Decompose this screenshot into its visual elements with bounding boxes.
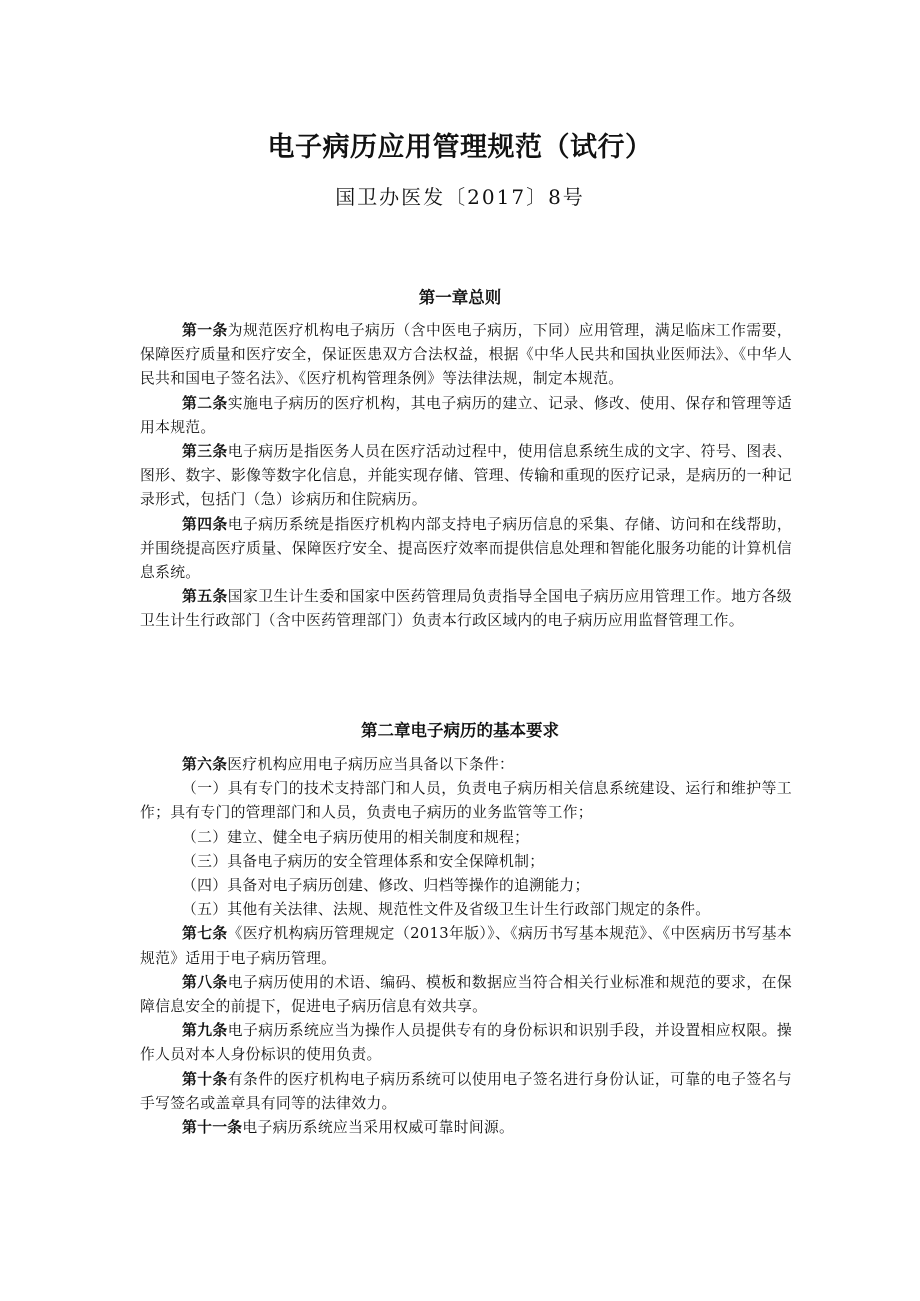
article-1 [140, 319, 792, 392]
condition-3: （三）具备电子病历的安全管理体系和安全保障机制； [182, 852, 545, 870]
chapter-1-heading: 第一章总则 [418, 288, 502, 307]
chapter-1-body [140, 319, 792, 634]
condition-5: （五）其他有关法律、法规、规范性文件及省级卫生计生行政部门规定的条件。 [182, 901, 711, 919]
condition-1: （一）具有专门的技术支持部门和人员，负责电子病历相关信息系统建设、运行和维护等工作；具有专门的管理部门和人员，负责电子病历的业务监管等工作； [140, 780, 792, 822]
condition-4: （四）具备对电子病历创建、修改、归档等操作的追溯能力； [182, 877, 590, 895]
article-2 [140, 392, 792, 440]
article-label: 第三条 [182, 443, 228, 461]
article-label: 第八条 [182, 973, 228, 991]
article-3 [140, 440, 792, 513]
document-title: 电子病历应用管理规范（试行） [267, 132, 653, 163]
article-8 [140, 971, 792, 1019]
chapter-2-heading: 第二章电子病历的基本要求 [361, 721, 559, 740]
article-11 [140, 1116, 792, 1140]
article-label: 第二条 [182, 394, 228, 412]
article-4 [140, 513, 792, 586]
article-label: 第六条 [182, 756, 228, 773]
article-text: 医疗机构应用电子病历应当具备以下条件： [227, 756, 515, 773]
article-text: 电子病历系统应当采用权威可靠时间源。 [242, 1119, 515, 1137]
article-text: 实施电子病历的医疗机构，其电子病历的建立、记录、修改、使用、保存和管理等适用本规范。 [140, 394, 792, 436]
article-label: 第九条 [182, 1022, 228, 1040]
article-6 [140, 753, 792, 777]
article-text: 国家卫生计生委和国家中医药管理局负责指导全国电子病历应用管理工作。地方各级卫生计生行政部门（含中医药管理部门）负责本行政区域内的电子病历应用监督管理工作。 [140, 588, 792, 630]
article-text: 电子病历系统是指医疗机构内部支持电子病历信息的采集、存储、访问和在线帮助，并围绕提高医疗质量、保障医疗安全、提高医疗效率而提供信息处理和智能化服务功能的计算机信息系统。 [140, 515, 792, 582]
article-label: 第五条 [182, 588, 228, 606]
article-text: 电子病历使用的术语、编码、模板和数据应当符合相关行业标准和规范的要求，在保障信息安全的前提下，促进电子病历信息有效共享。 [140, 973, 792, 1016]
article-5 [140, 585, 792, 633]
article-label: 第四条 [182, 515, 228, 533]
article-label: 第七条 [182, 925, 228, 943]
article-label: 第一条 [182, 322, 228, 339]
article-label: 第十条 [182, 1070, 228, 1088]
article-label: 第十一条 [182, 1119, 243, 1137]
article-text: 有条件的医疗机构电子病历系统可以使用电子签名进行身份认证，可靠的电子签名与手写签名或盖章具有同等的法律效力。 [140, 1070, 792, 1112]
condition-2: （二）建立、健全电子病历使用的相关制度和规程； [182, 828, 530, 846]
article-10 [140, 1068, 792, 1116]
article-7 [140, 922, 792, 970]
article-9 [140, 1019, 792, 1067]
article-text: 为规范医疗机构电子病历（含中医电子病历，下同）应用管理，满足临床工作需要，保障医疗质量和医疗安全，保证医患双方合法权益，根据《中华人民共和国执业医师法》、《中华人民共和国电子签名法》、《医疗机构管理条例》等法律法规，制定本规范。 [140, 322, 792, 388]
article-text: 电子病历是指医务人员在医疗活动过程中，使用信息系统生成的文字、符号、图表、图形、数字、影像等数字化信息，并能实现存储、管理、传输和重现的医疗记录，是病历的一种记录形式，包括门（急）诊病历和住院病历。 [140, 443, 792, 509]
chapter-2-body [140, 753, 792, 1140]
article-text: 《医疗机构病历管理规定（2013年版）》、《病历书写基本规范》、《中医病历书写基本规范》适用于电子病历管理。 [140, 925, 793, 967]
document-number: 国卫办医发〔2017〕8号 [335, 185, 585, 209]
article-text: 电子病历系统应当为操作人员提供专有的身份标识和识别手段，并设置相应权限。操作人员对本人身份标识的使用负责。 [140, 1022, 792, 1064]
